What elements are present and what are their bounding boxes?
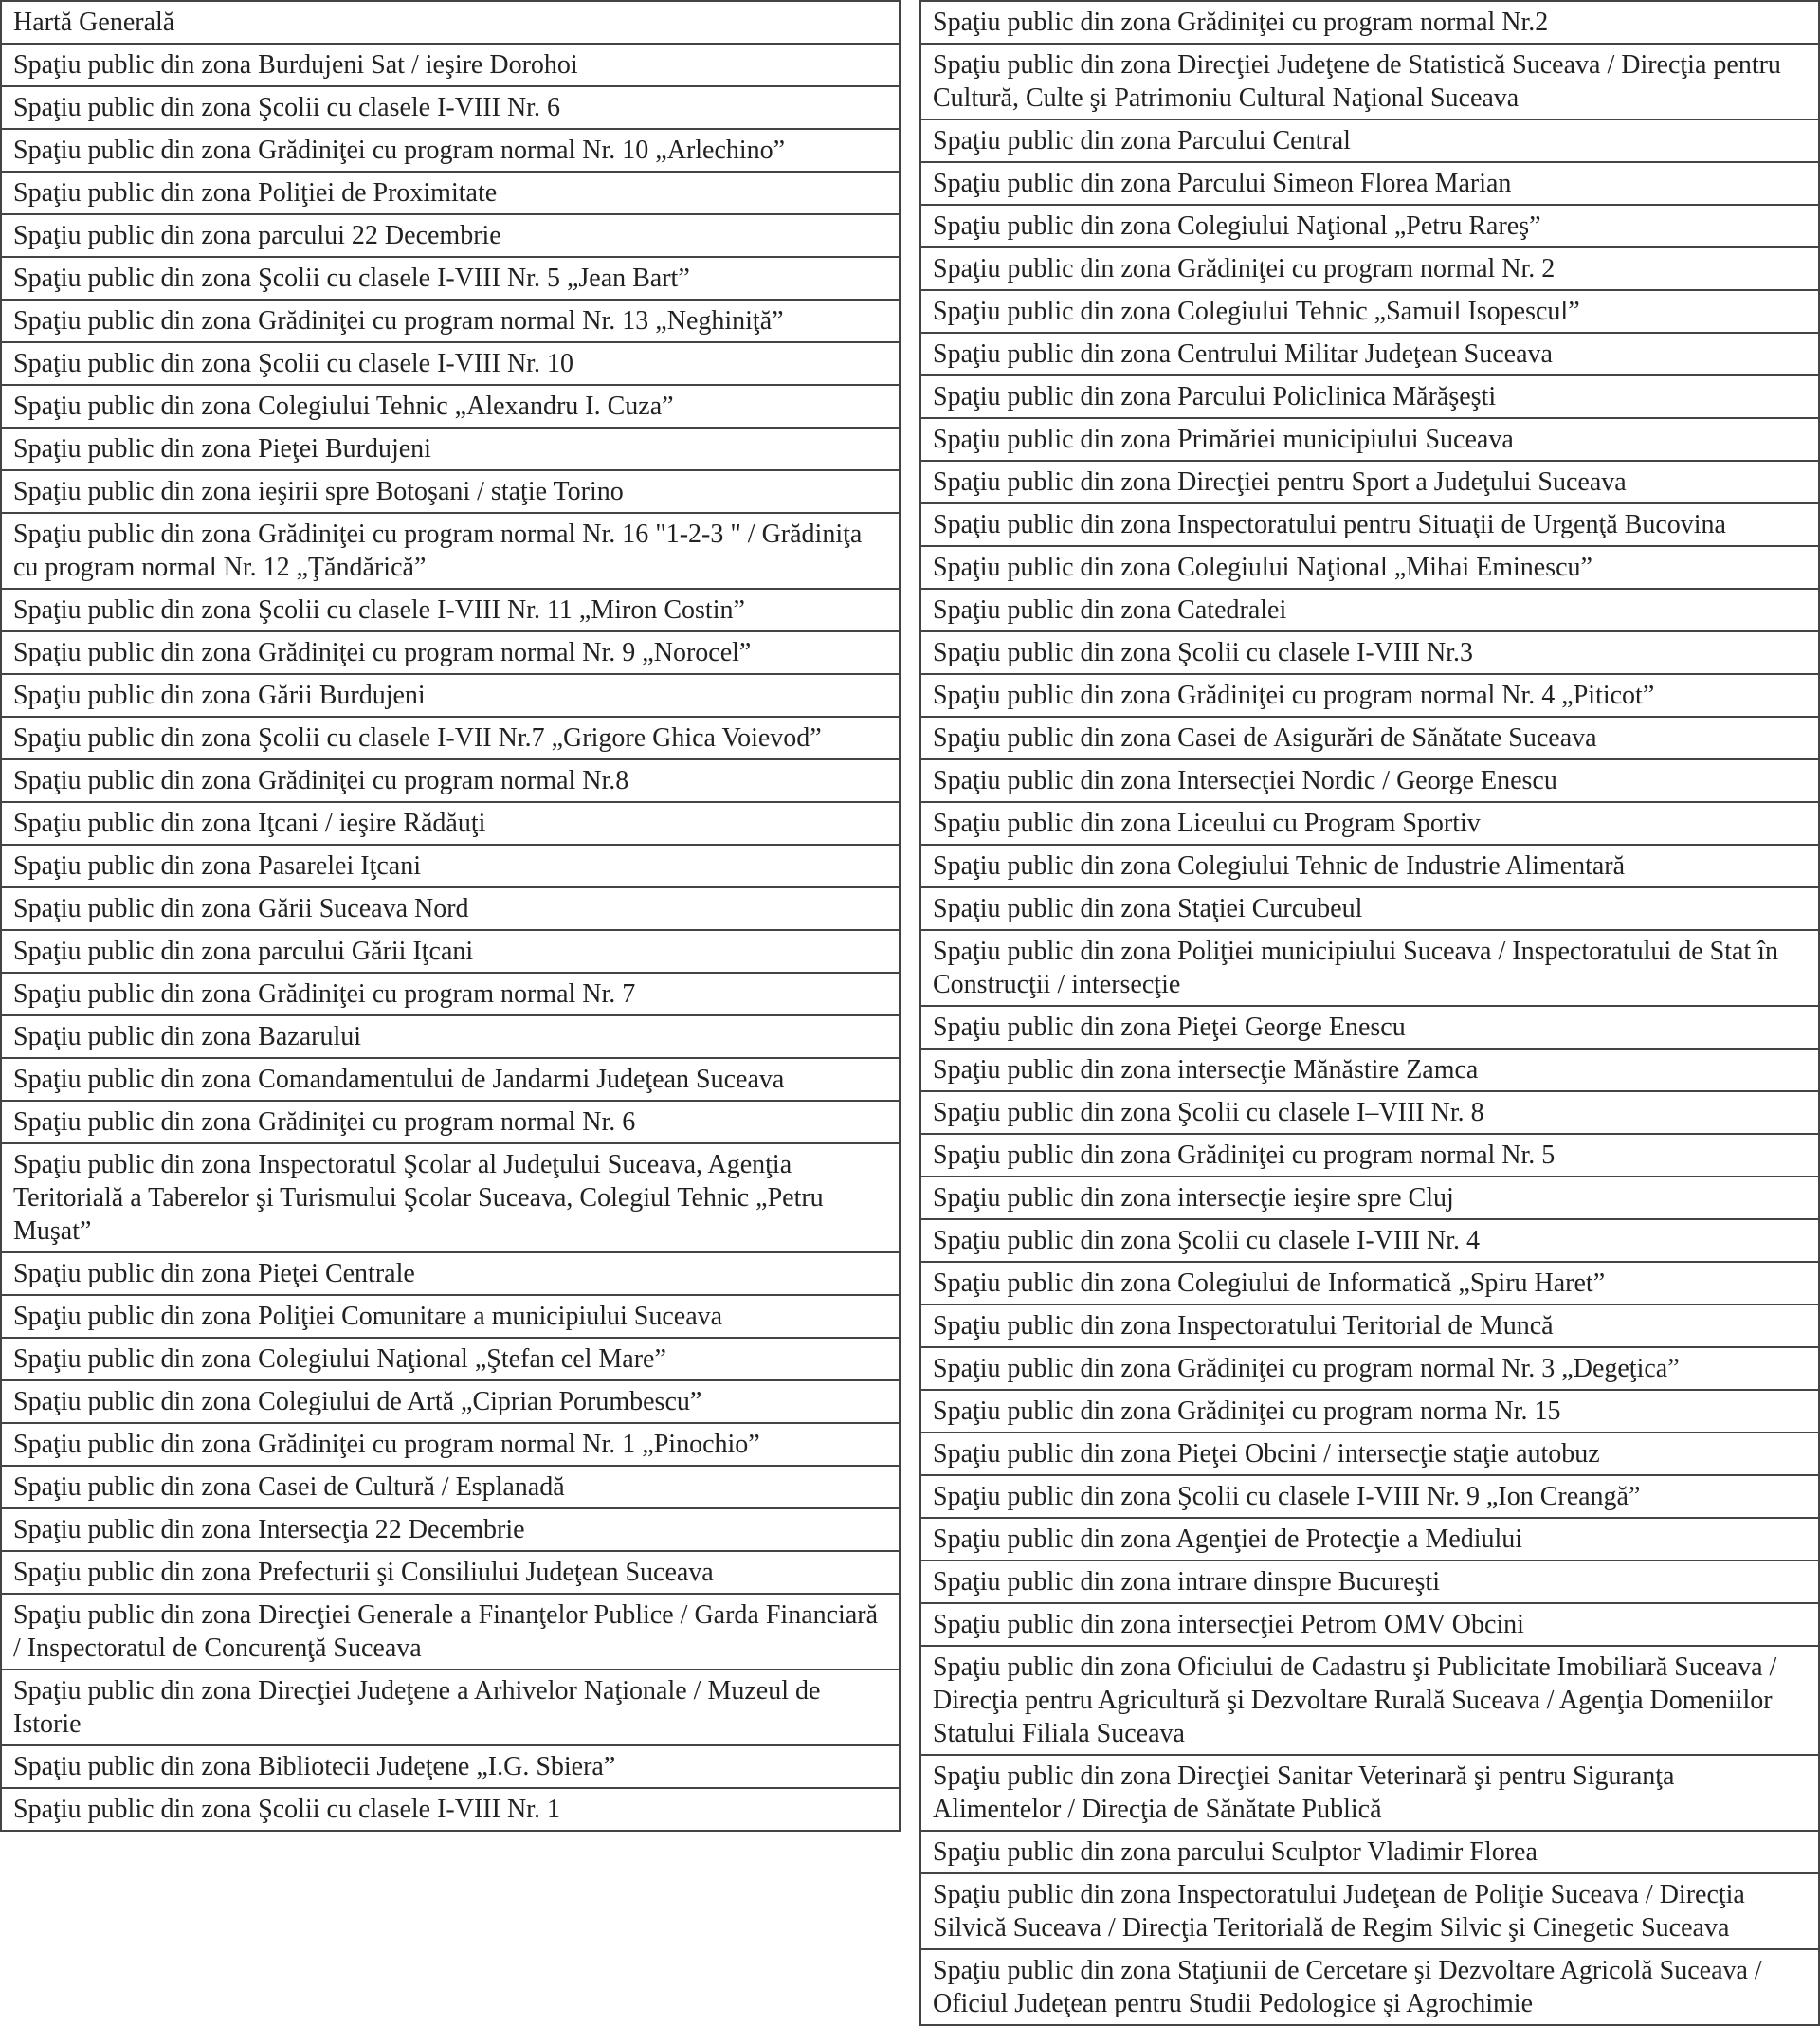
- table-row: [1, 717, 900, 759]
- table-row: [1, 428, 900, 470]
- table-cell: Spaţiu public din zona Colegiului Tehnic „Alexandru I. Cuza”: [1, 385, 900, 428]
- table-cell: Spaţiu public din zona Colegiului Tehnic de Industrie Alimentară: [920, 845, 1819, 887]
- table-cell: Spaţiu public din zona Şcolii cu clasele I-VIII Nr. 5 „Jean Bart”: [1, 257, 900, 300]
- table-cell: Spaţiu public din zona intersecţie ieşire spre Cluj: [920, 1177, 1819, 1219]
- table-row: [1, 385, 900, 428]
- table-row: [1, 1101, 900, 1143]
- table-row: [920, 1091, 1819, 1134]
- table-cell: Spaţiu public din zona Parcului Simeon Florea Marian: [920, 162, 1819, 205]
- table-row: [920, 205, 1819, 247]
- table-cell: Spaţiu public din zona Grădiniţei cu program normal Nr. 4 „Piticot”: [920, 674, 1819, 717]
- table-row: [1, 513, 900, 589]
- table-row: [920, 1475, 1819, 1518]
- table-cell: Spaţiu public din zona Pieţei George Enescu: [920, 1006, 1819, 1049]
- table-row: [920, 887, 1819, 930]
- table-cell: Spaţiu public din zona Grădiniţei cu program normal Nr. 7: [1, 973, 900, 1015]
- table-row: [920, 1390, 1819, 1433]
- table-row: [1, 1380, 900, 1423]
- table-row: [920, 1433, 1819, 1475]
- table-cell: Spaţiu public din zona Grădiniţei cu program normal Nr. 13 „Neghiniţă”: [1, 300, 900, 342]
- table-row: [1, 342, 900, 385]
- table-row: [920, 162, 1819, 205]
- table-row: [920, 930, 1819, 1006]
- table-cell: Spaţiu public din zona Pieţei Centrale: [1, 1252, 900, 1295]
- table-row: [1, 1143, 900, 1252]
- table-row: [920, 802, 1819, 845]
- table-row: [920, 333, 1819, 375]
- table-cell: Spaţiu public din zona Direcţiei Generale a Finanţelor Publice / Garda Financiară / Inspectoratul de Concurenţă Suceava: [1, 1594, 900, 1670]
- table-cell: Spaţiu public din zona Grădiniţei cu program norma Nr. 15: [920, 1390, 1819, 1433]
- table-row: [1, 1423, 900, 1466]
- table-cell: Spaţiu public din zona ieşirii spre Botoşani / staţie Torino: [1, 470, 900, 513]
- table-cell: Spaţiu public din zona Grădiniţei cu program normal Nr. 5: [920, 1134, 1819, 1177]
- table-row: [1, 1670, 900, 1745]
- table-cell: Spaţiu public din zona Bazarului: [1, 1015, 900, 1058]
- table-cell: Spaţiu public din zona Casei de Cultură / Esplanadă: [1, 1466, 900, 1508]
- table-cell: Spaţiu public din zona Şcolii cu clasele I–VIII Nr. 8: [920, 1091, 1819, 1134]
- table-cell: Spaţiu public din zona Şcolii cu clasele I-VIII Nr. 10: [1, 342, 900, 385]
- table-row: [1, 172, 900, 214]
- table-row: [920, 1049, 1819, 1091]
- table-cell: Spaţiu public din zona Grădiniţei cu program normal Nr. 6: [1, 1101, 900, 1143]
- table-cell: Spaţiu public din zona Iţcani / ieşire Rădăuţi: [1, 802, 900, 845]
- table-cell: Spaţiu public din zona Grădiniţei cu program normal Nr. 16 "1-2-3 " / Grădiniţa cu program normal Nr. 12 „Ţăndărică”: [1, 513, 900, 589]
- table-cell: Spaţiu public din zona Inspectoratului Judeţean de Poliţie Suceava / Direcţia Silvică Suceava / Direcţia Teritorială de Regim Silvic şi Cinegetic Suceava: [920, 1873, 1819, 1949]
- table-cell: Spaţiu public din zona Oficiului de Cadastru şi Publicitate Imobiliară Suceava / Direcţia pentru Agricultură şi Dezvoltare Rurală Suceava / Agenţia Domeniilor Statului Filiala Suceava: [920, 1646, 1819, 1755]
- table-cell: Spaţiu public din zona Colegiului Tehnic „Samuil Isopescul”: [920, 290, 1819, 333]
- table-cell: Spaţiu public din zona Liceului cu Program Sportiv: [920, 802, 1819, 845]
- table-cell: Spaţiu public din zona Bibliotecii Judeţene „I.G. Sbiera”: [1, 1745, 900, 1788]
- table-row: [1, 1, 900, 44]
- table-row: [920, 845, 1819, 887]
- table-cell: Spaţiu public din zona Şcolii cu clasele I-VIII Nr. 9 „Ion Creangă”: [920, 1475, 1819, 1518]
- table-row: [1, 257, 900, 300]
- table-cell: Spaţiu public din zona intrare dinspre Bucureşti: [920, 1561, 1819, 1603]
- right-column: [919, 0, 1820, 2026]
- table-cell: Spaţiu public din zona Colegiului de Artă „Ciprian Porumbescu”: [1, 1380, 900, 1423]
- table-row: [920, 1177, 1819, 1219]
- table-row: [920, 717, 1819, 759]
- table-cell: Spaţiu public din zona Parcului Policlinica Mărăşeşti: [920, 375, 1819, 418]
- table-row: [1, 1466, 900, 1508]
- table-row: [1, 1338, 900, 1380]
- table-row: [920, 418, 1819, 461]
- table-cell: Spaţiu public din zona parcului Gării Iţcani: [1, 930, 900, 973]
- table-cell: Spaţiu public din zona Grădiniţei cu program normal Nr.2: [920, 1, 1819, 44]
- table-cell: Spaţiu public din zona Intersecţia 22 Decembrie: [1, 1508, 900, 1551]
- table-cell: Spaţiu public din zona Primăriei municipiului Suceava: [920, 418, 1819, 461]
- table-row: [920, 1518, 1819, 1561]
- table-row: [1, 214, 900, 257]
- table-row: [920, 1831, 1819, 1873]
- table-cell: Spaţiu public din zona Şcolii cu clasele I-VIII Nr. 6: [1, 86, 900, 129]
- table-cell: Spaţiu public din zona Poliţiei de Proximitate: [1, 172, 900, 214]
- table-cell: Spaţiu public din zona Casei de Asigurări de Sănătate Suceava: [920, 717, 1819, 759]
- table-cell: Spaţiu public din zona Parcului Central: [920, 119, 1819, 162]
- table-row: [920, 1603, 1819, 1646]
- right-table: [919, 0, 1820, 2026]
- table-cell: Spaţiu public din zona Colegiului Naţional „Mihai Eminescu”: [920, 546, 1819, 589]
- table-cell: Spaţiu public din zona Inspectoratului Teritorial de Muncă: [920, 1305, 1819, 1347]
- table-row: [1, 631, 900, 674]
- table-cell: Spaţiu public din zona Comandamentului de Jandarmi Judeţean Suceava: [1, 1058, 900, 1101]
- table-row: [920, 1305, 1819, 1347]
- table-cell: Spaţiu public din zona Inspectoratului pentru Situaţii de Urgenţă Bucovina: [920, 503, 1819, 546]
- table-cell: Spaţiu public din zona Staţiei Curcubeul: [920, 887, 1819, 930]
- table-cell: Spaţiu public din zona Agenţiei de Protecţie a Mediului: [920, 1518, 1819, 1561]
- table-row: [1, 1594, 900, 1670]
- table-cell: Spaţiu public din zona Grădiniţei cu program normal Nr. 1 „Pinochio”: [1, 1423, 900, 1466]
- table-row: [920, 1134, 1819, 1177]
- table-cell: Spaţiu public din zona Direcţiei Sanitar Veterinară şi pentru Siguranţa Alimentelor / Direcţia de Sănătate Publică: [920, 1755, 1819, 1831]
- table-row: [920, 290, 1819, 333]
- table-cell: Spaţiu public din zona Colegiului de Informatică „Spiru Haret”: [920, 1262, 1819, 1305]
- right-table-body: [920, 1, 1819, 2025]
- table-cell: Spaţiu public din zona Şcolii cu clasele I-VIII Nr.3: [920, 631, 1819, 674]
- table-row: [1, 973, 900, 1015]
- table-row: [920, 1006, 1819, 1049]
- table-row: [920, 503, 1819, 546]
- table-row: [1, 1508, 900, 1551]
- table-cell: Hartă Generală: [1, 1, 900, 44]
- table-cell: Spaţiu public din zona Şcolii cu clasele I-VIII Nr. 4: [920, 1219, 1819, 1262]
- table-cell: Spaţiu public din zona Catedralei: [920, 589, 1819, 631]
- table-row: [920, 1219, 1819, 1262]
- table-cell: Spaţiu public din zona Grădiniţei cu program normal Nr. 3 „Degeţica”: [920, 1347, 1819, 1390]
- table-row: [1, 802, 900, 845]
- table-cell: Spaţiu public din zona Pieţei Burdujeni: [1, 428, 900, 470]
- table-row: [1, 1551, 900, 1594]
- table-cell: Spaţiu public din zona Centrului Militar Judeţean Suceava: [920, 333, 1819, 375]
- table-cell: Spaţiu public din zona Grădiniţei cu program normal Nr. 2: [920, 247, 1819, 290]
- table-cell: Spaţiu public din zona parcului 22 Decembrie: [1, 214, 900, 257]
- table-cell: Spaţiu public din zona Inspectoratul Şcolar al Judeţului Suceava, Agenţia Teritorială a Taberelor şi Turismului Şcolar Suceava, Colegiul Tehnic „Petru Muşat”: [1, 1143, 900, 1252]
- table-row: [1, 930, 900, 973]
- table-cell: Spaţiu public din zona Direcţiei pentru Sport a Judeţului Suceava: [920, 461, 1819, 503]
- table-row: [1, 1058, 900, 1101]
- table-row: [920, 674, 1819, 717]
- table-row: [1, 845, 900, 887]
- table-row: [920, 44, 1819, 119]
- table-row: [1, 86, 900, 129]
- table-row: [920, 1755, 1819, 1831]
- table-cell: Spaţiu public din zona Poliţiei municipiului Suceava / Inspectoratului de Stat în Construcţii / intersecţie: [920, 930, 1819, 1006]
- table-row: [920, 1646, 1819, 1755]
- left-column: [0, 0, 901, 1832]
- table-row: [920, 759, 1819, 802]
- table-cell: Spaţiu public din zona Şcolii cu clasele I-VIII Nr. 1: [1, 1788, 900, 1831]
- table-row: [920, 375, 1819, 418]
- table-cell: Spaţiu public din zona Prefecturii şi Consiliului Judeţean Suceava: [1, 1551, 900, 1594]
- table-row: [1, 1252, 900, 1295]
- table-row: [1, 1788, 900, 1831]
- table-row: [920, 1561, 1819, 1603]
- table-cell: Spaţiu public din zona Pieţei Obcini / intersecţie staţie autobuz: [920, 1433, 1819, 1475]
- table-cell: Spaţiu public din zona intersecţie Mănăstire Zamca: [920, 1049, 1819, 1091]
- table-cell: Spaţiu public din zona parcului Sculptor Vladimir Florea: [920, 1831, 1819, 1873]
- table-row: [920, 1949, 1819, 2025]
- table-row: [1, 887, 900, 930]
- table-cell: Spaţiu public din zona Direcţiei Judeţene a Arhivelor Naţionale / Muzeul de Istorie: [1, 1670, 900, 1745]
- table-cell: Spaţiu public din zona Staţiunii de Cercetare şi Dezvoltare Agricolă Suceava / Oficiul Judeţean pentru Studii Pedologice şi Agrochimie: [920, 1949, 1819, 2025]
- table-row: [920, 589, 1819, 631]
- table-cell: Spaţiu public din zona Poliţiei Comunitare a municipiului Suceava: [1, 1295, 900, 1338]
- table-cell: Spaţiu public din zona Gării Suceava Nord: [1, 887, 900, 930]
- table-row: [1, 674, 900, 717]
- table-row: [1, 300, 900, 342]
- table-row: [920, 461, 1819, 503]
- left-table: [0, 0, 901, 1832]
- table-cell: Spaţiu public din zona Şcolii cu clasele I-VII Nr.7 „Grigore Ghica Voievod”: [1, 717, 900, 759]
- table-cell: Spaţiu public din zona Burdujeni Sat / ieşire Dorohoi: [1, 44, 900, 86]
- table-row: [1, 44, 900, 86]
- table-cell: Spaţiu public din zona Pasarelei Iţcani: [1, 845, 900, 887]
- left-table-body: [1, 1, 900, 1831]
- table-row: [920, 1873, 1819, 1949]
- table-row: [920, 631, 1819, 674]
- table-cell: Spaţiu public din zona Grădiniţei cu program normal Nr. 10 „Arlechino”: [1, 129, 900, 172]
- table-row: [1, 589, 900, 631]
- table-row: [1, 129, 900, 172]
- table-row: [1, 470, 900, 513]
- table-cell: Spaţiu public din zona Şcolii cu clasele I-VIII Nr. 11 „Miron Costin”: [1, 589, 900, 631]
- table-cell: Spaţiu public din zona Grădiniţei cu program normal Nr.8: [1, 759, 900, 802]
- table-cell: Spaţiu public din zona Intersecţiei Nordic / George Enescu: [920, 759, 1819, 802]
- table-cell: Spaţiu public din zona Grădiniţei cu program normal Nr. 9 „Norocel”: [1, 631, 900, 674]
- table-row: [1, 759, 900, 802]
- table-row: [920, 546, 1819, 589]
- table-cell: Spaţiu public din zona Colegiului Naţional „Ştefan cel Mare”: [1, 1338, 900, 1380]
- table-cell: Spaţiu public din zona Colegiului Naţional „Petru Rareş”: [920, 205, 1819, 247]
- table-cell: Spaţiu public din zona Direcţiei Judeţene de Statistică Suceava / Direcţia pentru Cultură, Culte şi Patrimoniu Cultural Naţional Suceava: [920, 44, 1819, 119]
- table-row: [920, 119, 1819, 162]
- table-row: [920, 1, 1819, 44]
- table-row: [920, 1262, 1819, 1305]
- table-row: [1, 1015, 900, 1058]
- table-cell: Spaţiu public din zona intersecţiei Petrom OMV Obcini: [920, 1603, 1819, 1646]
- table-row: [1, 1295, 900, 1338]
- table-cell: Spaţiu public din zona Gării Burdujeni: [1, 674, 900, 717]
- table-row: [1, 1745, 900, 1788]
- table-row: [920, 247, 1819, 290]
- table-row: [920, 1347, 1819, 1390]
